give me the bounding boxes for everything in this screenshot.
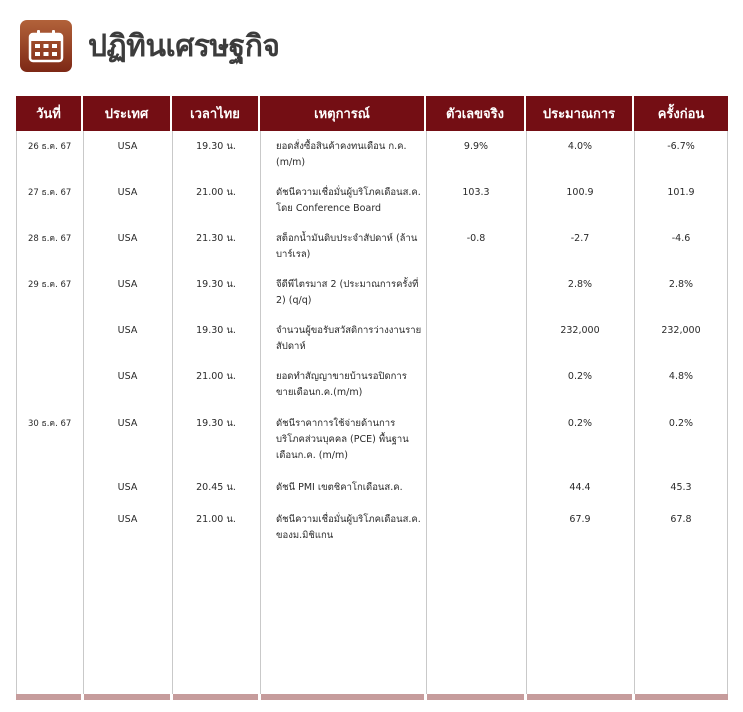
table-row [16,223,728,269]
cell-country: USA [117,233,138,244]
cell-country: USA [117,325,138,336]
cell-time: 19.30 น. [196,279,236,290]
column-header-country: ประเทศ [83,96,172,131]
cell-previous: 4.8% [668,371,694,382]
cell-country: USA [117,371,138,382]
table-row [16,408,728,472]
cell-time: 19.30 น. [196,141,236,152]
cell-event: ยอดทำสัญญาขายบ้านรอปิดการขายเดือนก.ค.(m/m) [276,371,407,398]
footer-bar [173,694,258,700]
cell-forecast: 2.8% [567,279,593,290]
calendar-icon [20,20,72,72]
cell-time: 19.30 น. [196,418,236,429]
cell-event: ดัชนีราคาการใช้จ่ายด้านการบริโภคส่วนบุคคล (PCE) พื้นฐานเดือนก.ค. (m/m) [276,418,409,461]
cell-previous: 2.8% [668,279,694,290]
cell-date: 29 ธ.ค. 67 [28,280,72,290]
table-row [16,361,728,408]
cell-event: ดัชนี PMI เขตชิคาโกเดือนส.ค. [276,482,403,493]
table-body [16,131,728,550]
cell-forecast: 232,000 [560,325,600,336]
column-header-previous: ครั้งก่อน [657,107,705,122]
column-header-forecast: ประมาณการ [526,96,634,131]
cell-event: จีดีพีไตรมาส 2 (ประมาณการครั้งที่ 2) (q/q) [276,279,419,306]
cell-actual [426,361,526,408]
cell-forecast: 0.2% [567,371,593,382]
cell-time: 21.00 น. [196,514,236,525]
cell-actual [426,504,526,550]
cell-previous: -4.6 [671,233,691,244]
column-header-event: เหตุการณ์ [260,96,426,131]
cell-date [16,315,83,361]
footer-bar [635,694,728,700]
cell-actual: -0.8 [466,233,486,244]
cell-event: ดัชนีความเชื่อมั่นผู้บริโภคเดือนส.ค. ของม.มิชิแกน [276,514,421,541]
cell-forecast: 67.9 [569,514,591,525]
cell-previous: 0.2% [668,418,694,429]
table-row [16,315,728,361]
cell-actual [426,408,526,472]
cell-date: 26 ธ.ค. 67 [28,142,72,152]
cell-actual [426,269,526,315]
table-row [16,131,728,177]
cell-actual [426,472,526,504]
table-row [16,472,728,504]
cell-date: 28 ธ.ค. 67 [28,234,72,244]
cell-country: USA [117,187,138,198]
cell-country: USA [117,482,138,493]
cell-country: USA [117,418,138,429]
column-header-actual: ตัวเลขจริง [426,96,526,131]
cell-forecast: 0.2% [567,418,593,429]
cell-actual: 9.9% [463,141,489,152]
cell-forecast: 4.0% [567,141,593,152]
table-header [16,96,728,131]
cell-time: 20.45 น. [196,482,236,493]
page-header [20,20,279,72]
cell-date: 30 ธ.ค. 67 [28,419,72,429]
cell-country: USA [117,279,138,290]
cell-time: 21.30 น. [196,233,236,244]
cell-previous: 45.3 [670,482,692,493]
cell-forecast: -2.7 [570,233,590,244]
cell-previous: -6.7% [667,141,695,152]
footer-bar [84,694,170,700]
column-header-date: วันที่ [16,96,83,131]
table-row [16,177,728,223]
cell-date: 27 ธ.ค. 67 [28,188,72,198]
cell-actual: 103.3 [462,187,490,198]
cell-date [16,504,83,550]
cell-time: 21.00 น. [196,187,236,198]
column-header-time: เวลาไทย [172,96,260,131]
cell-forecast: 100.9 [566,187,594,198]
cell-previous: 67.8 [670,514,692,525]
cell-event: ดัชนีความเชื่อมั่นผู้บริโภคเดือนส.ค. โดย Conference Board [276,187,421,214]
cell-time: 19.30 น. [196,325,236,336]
cell-time: 21.00 น. [196,371,236,382]
cell-previous: 232,000 [661,325,701,336]
page-title: ปฏิทินเศรษฐกิจ [88,28,280,64]
table-footer-bars [16,694,728,700]
cell-event: ยอดสั่งซื้อสินค้าคงทนเดือน ก.ค.(m/m) [276,141,407,168]
cell-actual [426,315,526,361]
cell-event: จำนวนผู้ขอรับสวัสดิการว่างงานรายสัปดาห์ [276,325,422,352]
economic-calendar-table [16,96,728,702]
cell-date [16,361,83,408]
footer-bar [261,694,424,700]
cell-event: สต็อกน้ำมันดิบประจำสัปดาห์ (ล้านบาร์เรล) [276,233,418,260]
footer-bar [427,694,524,700]
footer-bar [527,694,632,700]
cell-previous: 101.9 [667,187,695,198]
cell-date [16,472,83,504]
cell-country: USA [117,514,138,525]
cell-forecast: 44.4 [569,482,591,493]
cell-country: USA [117,141,138,152]
table-row [16,269,728,315]
table-row [16,504,728,550]
footer-bar [16,694,81,700]
